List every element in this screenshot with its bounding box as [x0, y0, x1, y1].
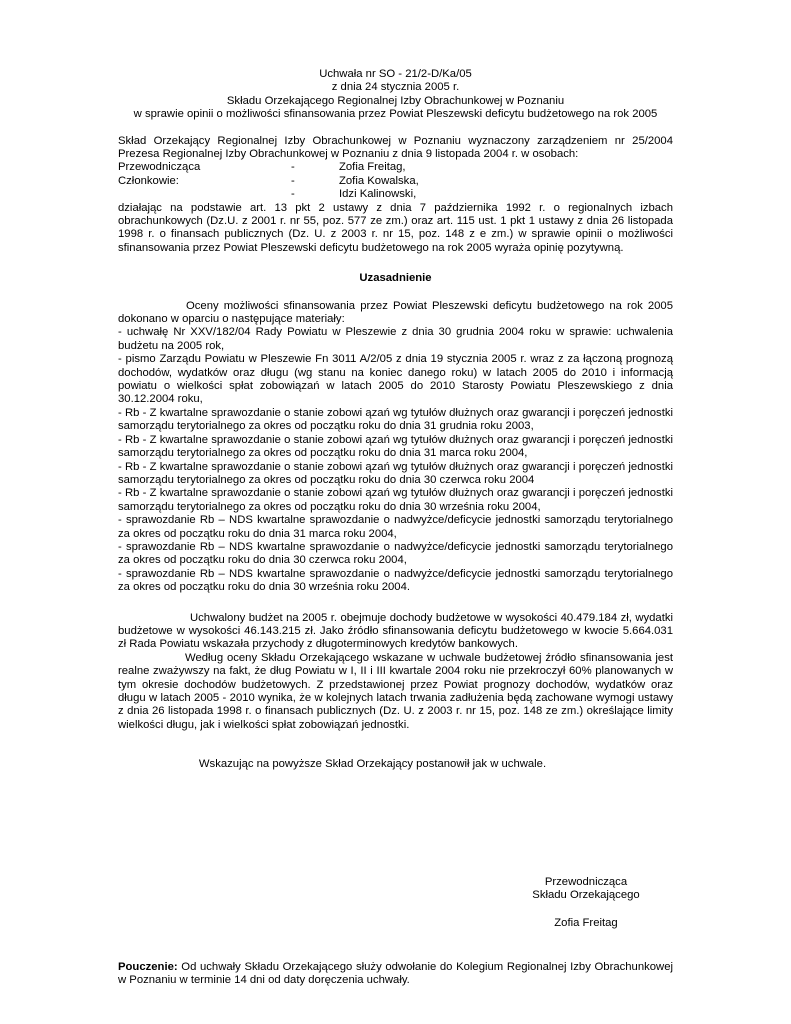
justification-heading: Uzasadnienie	[359, 272, 432, 285]
assessment-paragraph: Według oceny Składu Orzekającego wskazane w uchwale budżetowej źródło sfinansowania jest realne zważywszy na fakt, że dług Powiatu w I, II i III kwartale 2004 roku nie przekroczył 60% planowanych w tym okresie dochodów budżetowych. Z przedstawionej przez Powiat prognozy dochodów, wydatków oraz długu w latach 2005 - 2010 wynika, że w kolejnych latach trwania zadłużenia będą zachowane wymogi ustawy z dnia 26 listopada 1998 r. o finansach publicznych (Dz. U. z 2003 r. nr 15, poz. 148 ze zm.) określające limity wielkości długu, jak i wielkości spłat zobowiązań jednostki.	[118, 651, 673, 731]
conclusion-paragraph: Wskazując na powyższe Skład Orzekający postanowił jak w uchwale.	[198, 758, 547, 771]
issuing-body: Składu Orzekającego Regionalnej Izby Obrachunkowej w Poznaniu	[226, 94, 565, 107]
material-item: - Rb - Z kwartalne sprawozdanie o stanie zobowi ązań wg tytułów dłużnych oraz gwarancji i poręczeń jednostki samorządu terytorialnego za okres od początku roku do dnia 30 września roku 2004,	[118, 487, 673, 513]
resolution-number: Uchwała nr SO - 21/2-D/Ka/05	[319, 68, 472, 80]
member-role: Członkowie:	[118, 174, 179, 187]
member-row	[118, 161, 673, 174]
document-page	[118, 68, 673, 987]
material-item: - sprawozdanie Rb – NDS kwartalne sprawozdanie o nadwyżce/deficycie jednostki samorządu terytorialnego za okres od początku roku do dnia 31 marca roku 2004,	[118, 514, 673, 540]
member-dash: -	[291, 188, 295, 201]
justification-lead: Oceny możliwości sfinansowania przez Powiat Pleszewski deficytu budżetowego na rok 2005 dokonano w oparciu o następujące materiały:	[118, 299, 673, 326]
intro-paragraph: Skład Orzekający Regionalnej Izby Obrachunkowej w Poznaniu wyznaczony zarządzeniem nr 25/2004 Prezesa Regionalnej Izby Obrachunkowej w Poznaniu z dnia 9 listopada 2004 r. w osobach:	[118, 134, 673, 161]
member-row	[118, 175, 673, 188]
member-dash: -	[291, 174, 295, 187]
member-role: Przewodnicząca	[118, 161, 201, 174]
members-list	[118, 161, 673, 201]
member-name: Zofia Freitag,	[339, 161, 406, 174]
material-item: - Rb - Z kwartalne sprawozdanie o stanie zobowi ązań wg tytułów dłużnych oraz gwarancji i poręczeń jednostki samorządu terytorialnego za okres od początku roku do dnia 31 grudnia roku 2003,	[118, 406, 673, 433]
member-dash: -	[291, 161, 295, 174]
signature-name: Zofia Freitag	[554, 916, 618, 929]
instruction-text: Od uchwały Składu Orzekającego służy odwołanie do Kolegium Regionalnej Izby Obrachunkowej w Poznaniu w terminie 14 dni od daty doręczenia uchwały.	[118, 961, 673, 987]
member-name: Idzi Kalinowski,	[339, 188, 417, 201]
material-item: - Rb - Z kwartalne sprawozdanie o stanie zobowi ązań wg tytułów dłużnych oraz gwarancji i poręczeń jednostki samorządu terytorialnego za okres od początku roku do dnia 30 czerwca roku 2004	[118, 460, 673, 486]
material-item: - sprawozdanie Rb – NDS kwartalne sprawozdanie o nadwyżce/deficycie jednostki samorządu terytorialnego za okres od początku roku do dnia 30 czerwca roku 2004,	[118, 540, 673, 567]
resolution-date: z dnia 24 stycznia 2005 r.	[331, 81, 460, 94]
material-item: - sprawozdanie Rb – NDS kwartalne sprawozdanie o nadwyżce/deficycie jednostki samorządu terytorialnego za okres od początku roku do dnia 30 września roku 2004.	[118, 567, 673, 594]
budget-paragraph: Uchwalony budżet na 2005 r. obejmuje dochody budżetowe w wysokości 40.479.184 zł, wydatki budżetowe w wysokości 46.143.215 zł. Jako źródło sfinansowania deficytu budżetowego w kwocie 5.664.031 zł Rada Powiatu wskazała przychody z długoterminowych kredytów bankowych.	[118, 611, 673, 651]
signature-role: Przewodnicząca	[544, 876, 628, 888]
instruction-paragraph	[118, 961, 673, 988]
member-row	[118, 188, 673, 201]
member-role	[118, 188, 291, 201]
signature-body: Składu Orzekającego	[532, 889, 640, 902]
member-name: Zofia Kowalska,	[339, 174, 419, 187]
material-item: - uchwałę Nr XXV/182/04 Rady Powiatu w Pleszewie z dnia 30 grudnia 2004 roku w sprawie: uchwalenia budżetu na 2005 rok,	[118, 326, 673, 352]
signature-block	[491, 876, 681, 930]
material-item: - pismo Zarządu Powiatu w Pleszewie Fn 3011 A/2/05 z dnia 19 stycznia 2005 r. wraz z za łączoną prognozą dochodów, wydatków oraz długu (wg stanu na koniec danego roku) w latach 2005 do 2010 i informacją powiatu o wielkości spłat zobowiązań w latach 2005 do 2010 Starosty Powiatu Pleszewskiego z dnia 30.12.2004 roku,	[118, 353, 673, 406]
material-item: - Rb - Z kwartalne sprawozdanie o stanie zobowi ązań wg tytułów dłużnych oraz gwarancji i poręczeń jednostki samorządu terytorialnego za okres od początku roku do dnia 31 marca roku 2004,	[118, 433, 673, 460]
resolution-header	[118, 68, 673, 122]
decision-paragraph: działając na podstawie art. 13 pkt 2 ustawy z dnia 7 października 1992 r. o regionalnych izbach obrachunkowych (Dz.U. z 2001 r. nr 55, poz. 577 ze zm.) oraz art. 115 ust. 1 pkt 1 ustawy z dnia 26 listopada 1998 r. o finansach publicznych (Dz. U. z 2003 r. nr 15, poz. 148 z e zm.) w sprawie opinii o możliwości sfinansowania przez Powiat Pleszewski deficytu budżetowego na rok 2005 wyraża opinię pozytywną.	[118, 201, 673, 254]
instruction-label: Pouczenie:	[118, 961, 178, 973]
resolution-subject: w sprawie opinii o możliwości sfinansowania przez Powiat Pleszewski deficytu budżetowego na rok 2005	[133, 108, 658, 121]
